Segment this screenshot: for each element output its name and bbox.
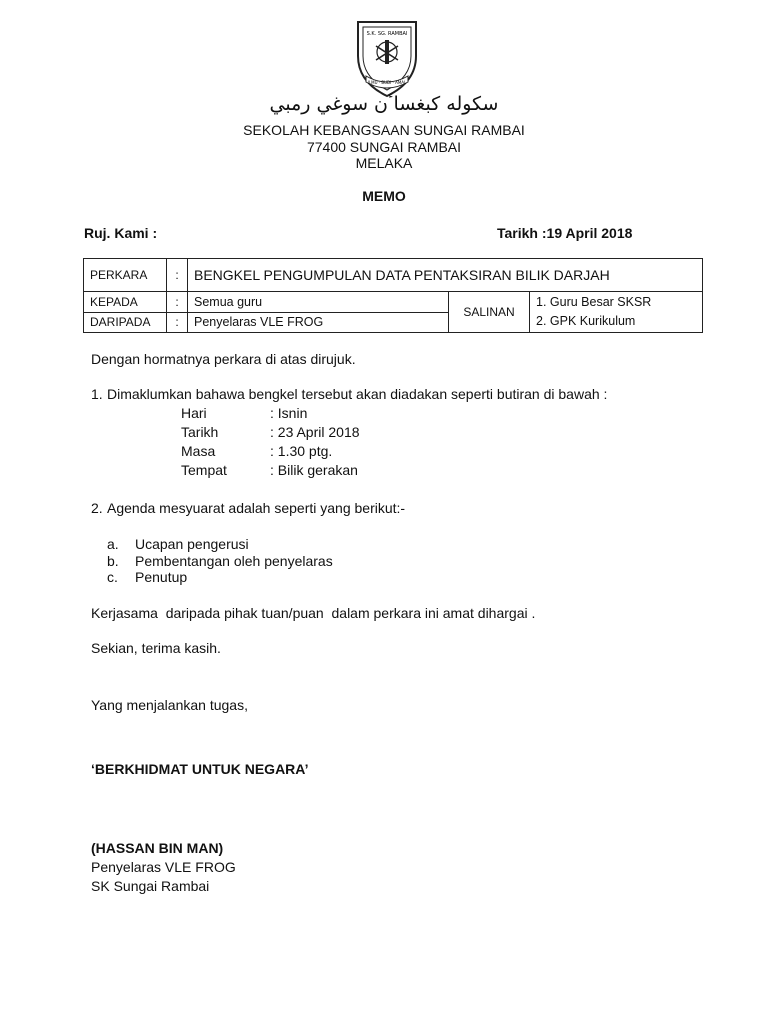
- salinan-label: SALINAN: [449, 292, 530, 333]
- memo-info-table: [83, 258, 703, 333]
- agenda-item: Penutup: [135, 569, 188, 585]
- kepada-colon: :: [167, 292, 188, 312]
- school-postcode-town: 77400 SUNGAI RAMBAI: [306, 139, 462, 155]
- motto-text: ‘BERKHIDMAT UNTUK NEGARA’: [91, 761, 309, 777]
- logo-ribbon-text: ILMU · BUDI · AMAL: [367, 80, 407, 85]
- kepada-label: KEPADA: [84, 292, 167, 312]
- agenda-letter: a.: [107, 536, 119, 552]
- detail-value: : Isnin: [270, 405, 308, 421]
- greeting-text: Dengan hormatnya perkara di atas dirujuk.: [91, 351, 356, 367]
- kepada-value: Semua guru: [188, 292, 449, 312]
- school-state: MELAKA: [355, 155, 413, 171]
- detail-value: : 23 April 2018: [270, 424, 360, 440]
- memo-date: Tarikh :19 April 2018: [497, 225, 633, 241]
- logo-top-text: S.K. SG. RAMBAI: [366, 31, 408, 37]
- thanks-text: Sekian, terima kasih.: [91, 640, 221, 656]
- perkara-colon: :: [167, 259, 188, 292]
- table-row-perkara: [84, 259, 703, 292]
- school-name: SEKOLAH KEBANGSAAN SUNGAI RAMBAI: [243, 122, 525, 138]
- agenda-letter: c.: [107, 569, 118, 585]
- signatory-title: Penyelaras VLE FROG: [91, 859, 236, 875]
- detail-value: : Bilik gerakan: [270, 462, 358, 478]
- detail-label: Tempat: [181, 462, 227, 478]
- reference-label: Ruj. Kami :: [84, 225, 158, 241]
- salinan-list: [530, 292, 703, 333]
- daripada-label: DARIPADA: [84, 312, 167, 332]
- detail-label: Masa: [181, 443, 216, 459]
- table-row-kepada: [84, 292, 703, 312]
- item1-text: Dimaklumkan bahawa bengkel tersebut akan diadakan seperti butiran di bawah :: [107, 386, 608, 402]
- daripada-colon: :: [167, 312, 188, 332]
- perkara-value: BENGKEL PENGUMPULAN DATA PENTAKSIRAN BILIK DARJAH: [188, 259, 703, 292]
- agenda-item: Pembentangan oleh penyelaras: [135, 553, 333, 569]
- item2-text: Agenda mesyuarat adalah seperti yang berikut:-: [107, 500, 406, 516]
- daripada-value: Penyelaras VLE FROG: [188, 312, 449, 332]
- signatory-name: (HASSAN BIN MAN): [91, 840, 224, 856]
- item1-number: 1.: [91, 386, 103, 402]
- perkara-label: PERKARA: [84, 259, 167, 292]
- school-crest-logo: [352, 16, 422, 102]
- school-name-jawi: سکوله کبغسا‌ٴن سوغي رمبي: [269, 93, 499, 115]
- closing-text: Yang menjalankan tugas,: [91, 697, 248, 713]
- salinan-item: 1. Guru Besar SKSR: [536, 295, 652, 310]
- detail-label: Hari: [181, 405, 207, 421]
- detail-value: : 1.30 ptg.: [270, 443, 333, 459]
- signatory-org: SK Sungai Rambai: [91, 878, 210, 894]
- agenda-letter: b.: [107, 553, 119, 569]
- detail-label: Tarikh: [181, 424, 219, 440]
- item2-number: 2.: [91, 500, 103, 516]
- doc-type-title: MEMO: [362, 188, 406, 204]
- agenda-item: Ucapan pengerusi: [135, 536, 249, 552]
- salinan-item: 2. GPK Kurikulum: [536, 314, 636, 329]
- cooperation-text: Kerjasama daripada pihak tuan/puan dalam perkara ini amat dihargai .: [91, 605, 536, 621]
